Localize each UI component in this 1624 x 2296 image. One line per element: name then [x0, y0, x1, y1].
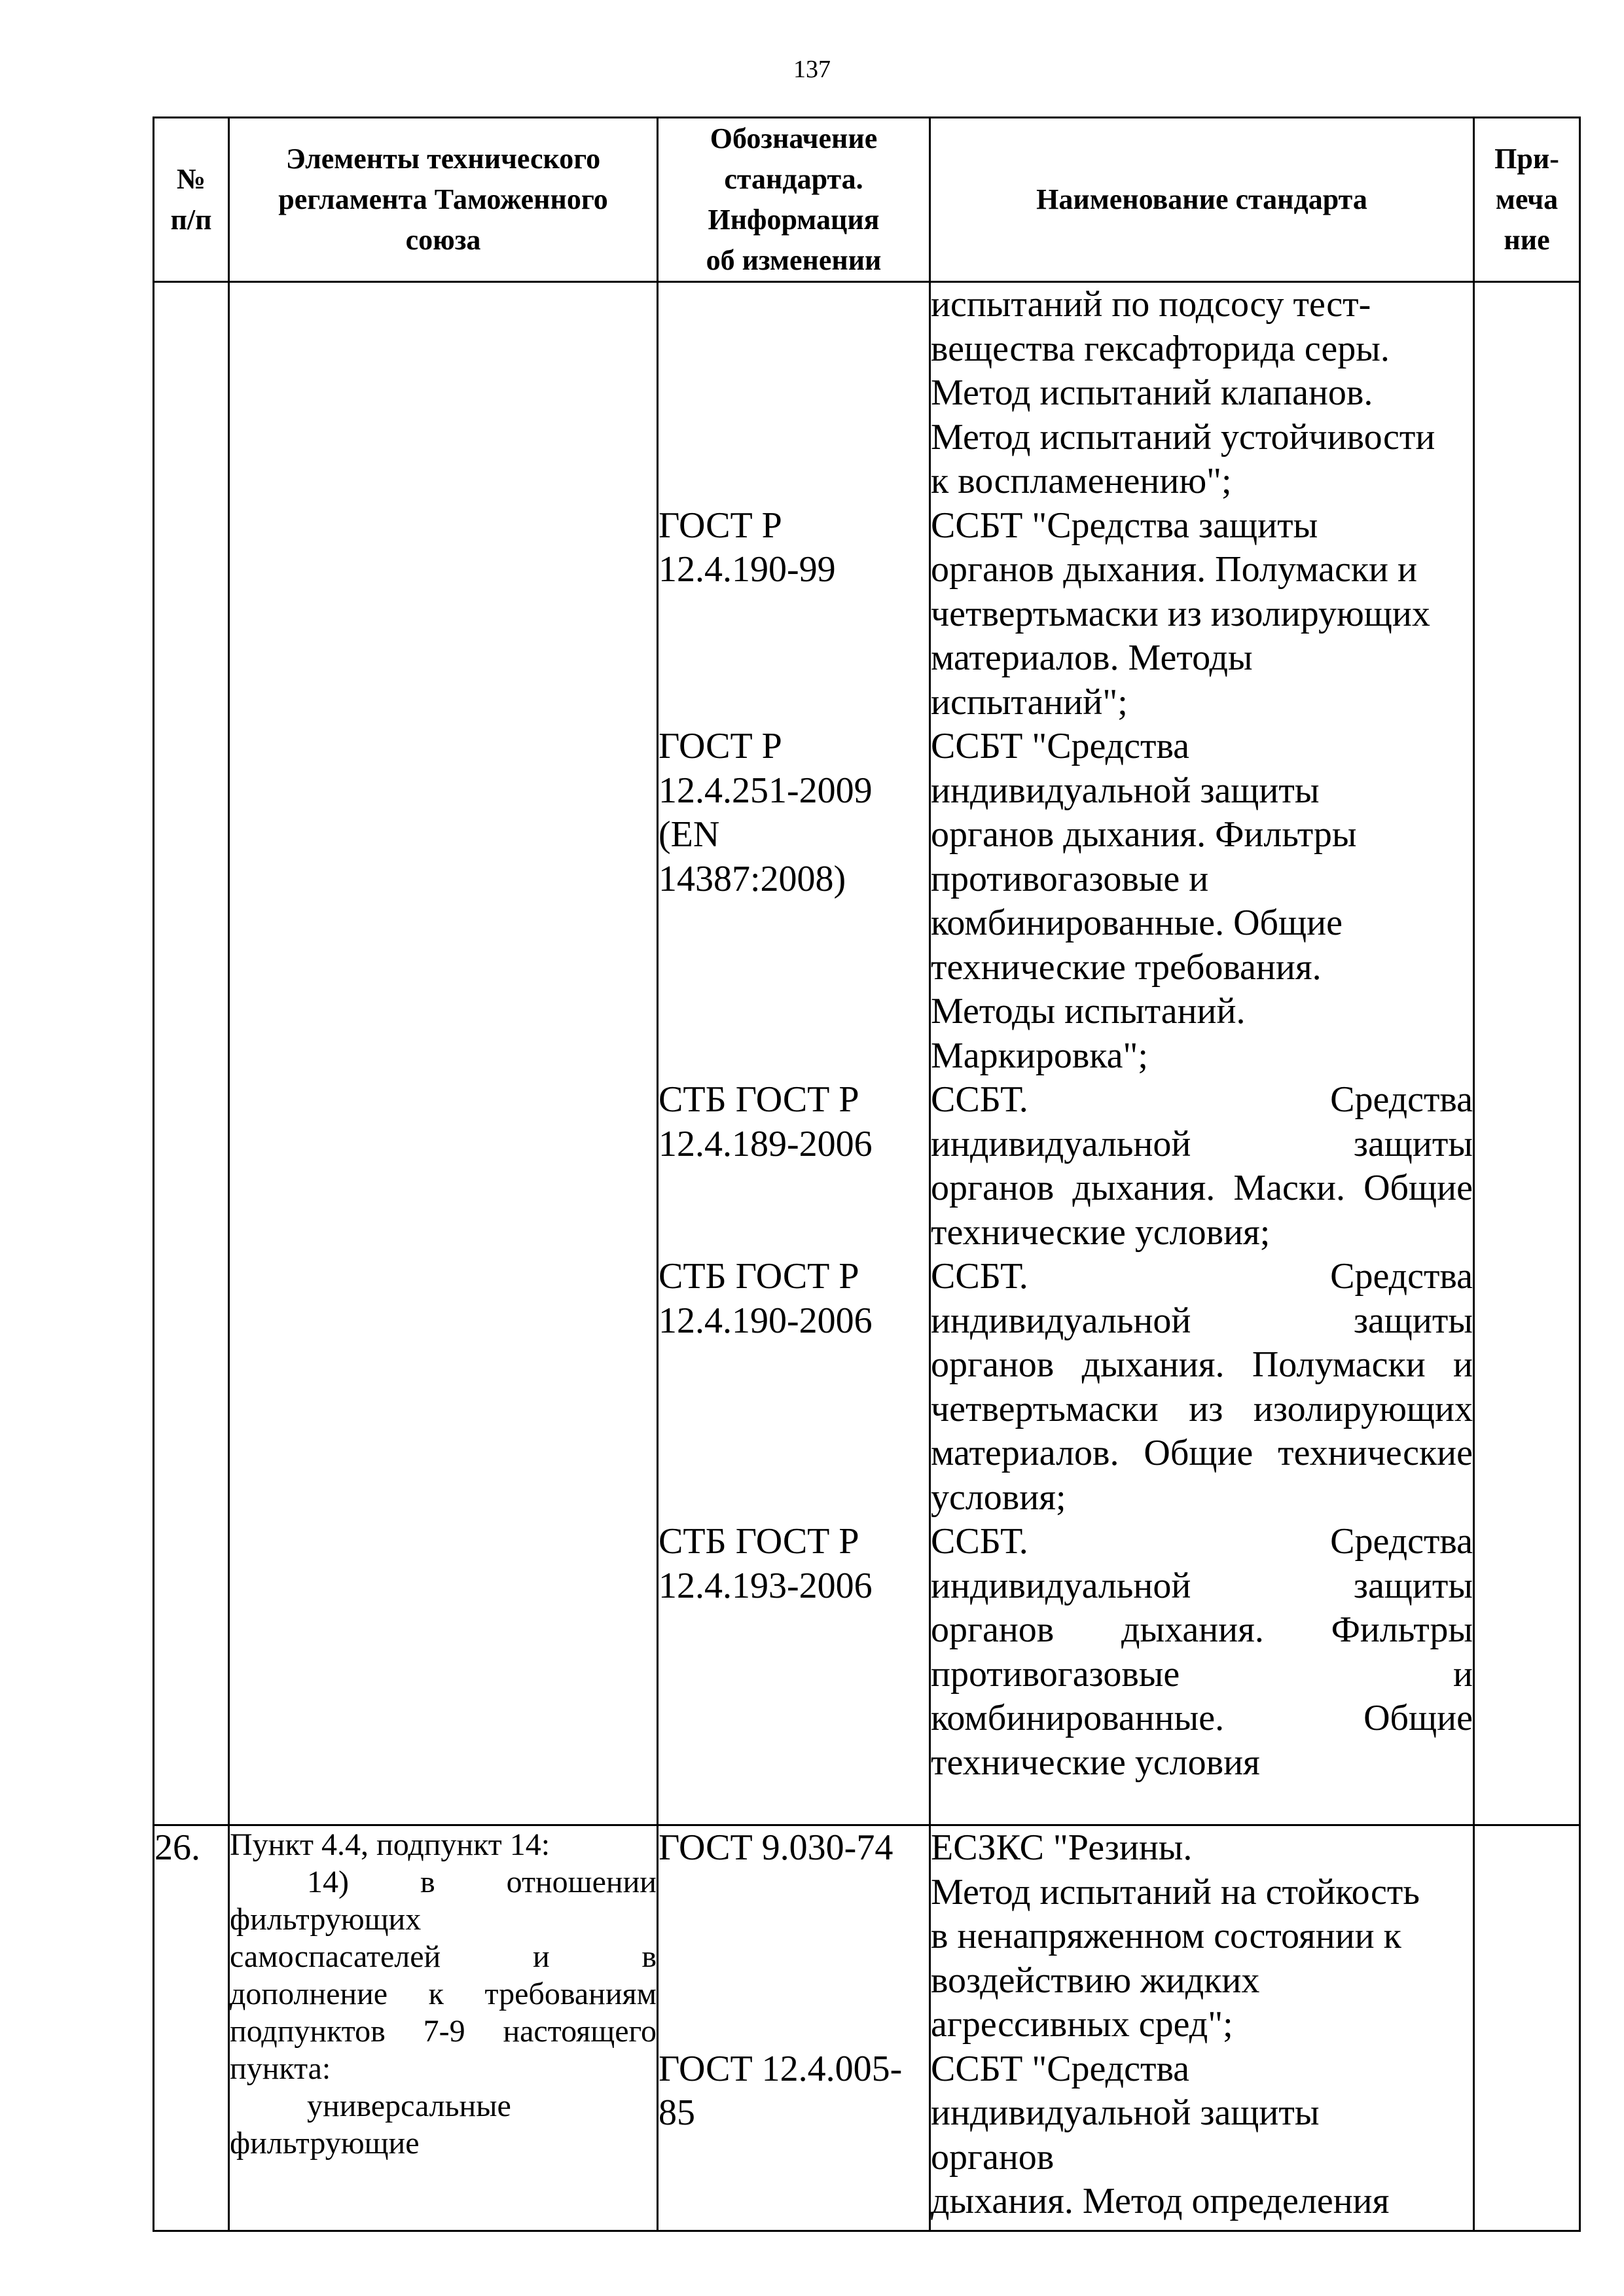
standards-table — [153, 117, 1581, 2232]
table-header-row — [154, 118, 1580, 282]
name-line: агрессивных сред"; — [931, 2004, 1233, 2045]
name-line: испытаний по подсосу тест- — [931, 284, 1371, 325]
name-line: к воспламенению"; — [931, 461, 1232, 501]
name-line: Маркировка"; — [931, 1035, 1148, 1076]
name-line: испытаний"; — [931, 681, 1128, 723]
name-line: комбинированные. Общие — [931, 903, 1343, 943]
name-line: органов дыхания. Фильтры — [931, 814, 1357, 855]
name-line: органов — [931, 2136, 1055, 2178]
cell-number: 26. — [154, 1825, 229, 2231]
header-note-line: При- — [1494, 143, 1559, 175]
header-designation-line: Информация — [708, 204, 880, 236]
name-line: противогазовые и — [931, 858, 1209, 899]
header-elements-line: Элементы технического — [285, 143, 601, 175]
header-number — [154, 118, 229, 282]
name-line: материалов. Общие технические — [931, 1433, 1473, 1473]
name-line: четвертьмаски из изолирующих — [931, 1388, 1473, 1429]
elements-line: Пункт 4.4, подпункт 14: — [230, 1827, 550, 1862]
name-line: вещества гексафторида серы. — [931, 328, 1390, 369]
header-elements-line: союза — [405, 224, 481, 256]
cell-standard-name — [930, 1825, 1474, 2231]
name-line: технические условия; — [931, 1211, 1271, 1253]
name-line: органов дыхания. Полумаски и — [931, 549, 1417, 590]
name-line: в ненапряженном состоянии к — [931, 1916, 1401, 1956]
name-line: органов дыхания. Полумаски и — [931, 1344, 1473, 1385]
name-line: Методы испытаний. — [931, 991, 1246, 1031]
name-line: ССБТ. Средства — [931, 1079, 1473, 1120]
cell-standard-name — [930, 282, 1474, 1825]
name-line: воздействию жидких — [931, 1960, 1260, 2001]
header-designation-line: об изменении — [706, 244, 882, 276]
header-elements — [229, 118, 658, 282]
table-row-continuation — [154, 282, 1580, 1825]
name-line: индивидуальной защиты — [931, 2092, 1320, 2133]
name-line: Метод испытаний клапанов. — [931, 372, 1373, 413]
name-line: четвертьмаски из изолирующих — [931, 593, 1430, 634]
header-name: Наименование стандарта — [930, 118, 1474, 282]
name-line: Метод испытаний устойчивости — [931, 416, 1435, 457]
designation-line: 12.4.193-2006 — [659, 1565, 873, 1606]
name-line: условия; — [931, 1477, 1066, 1518]
name-line: материалов. Методы — [931, 637, 1253, 678]
name-line: органов дыхания. Фильтры — [931, 1609, 1473, 1650]
designation-line: 85 — [659, 2092, 695, 2133]
name-line: индивидуальной защиты — [931, 1300, 1473, 1341]
elements-line: пункта: — [230, 2051, 331, 2086]
elements-line: дополнение к требованиям — [230, 1977, 657, 2011]
designation-line: ГОСТ 12.4.005- — [659, 2048, 903, 2089]
name-line: ССБТ. Средства — [931, 1521, 1473, 1562]
name-line: дыхания. Метод определения — [931, 2181, 1390, 2221]
page-number: 137 — [793, 56, 831, 83]
designation-line: 12.4.189-2006 — [659, 1123, 873, 1164]
header-designation — [658, 118, 930, 282]
cell-note — [1474, 1825, 1580, 2231]
name-line: органов дыхания. Маски. Общие — [931, 1168, 1473, 1208]
name-line: Метод испытаний на стойкость — [931, 1871, 1420, 1912]
designation-line: СТБ ГОСТ Р — [659, 1521, 859, 1562]
cell-designation — [658, 282, 930, 1825]
table-row-26 — [154, 1825, 1580, 2231]
designation-line: (EN — [659, 814, 720, 855]
designation-line: ГОСТ Р — [659, 726, 782, 766]
designation-line: 12.4.190-99 — [659, 549, 836, 590]
header-designation-line: Обозначение — [710, 122, 878, 154]
designation-line: 14387:2008) — [659, 858, 846, 899]
cell-note — [1474, 282, 1580, 1825]
elements-line: фильтрующие — [230, 2126, 420, 2161]
header-elements-line: регламента Таможенного — [278, 183, 608, 215]
header-number-line: № — [176, 163, 206, 195]
header-number-line: п/п — [170, 204, 212, 236]
elements-line: универсальные — [307, 2089, 511, 2123]
cell-elements — [229, 282, 658, 1825]
designation-line: СТБ ГОСТ Р — [659, 1079, 859, 1120]
designation-line: 12.4.190-2006 — [659, 1300, 873, 1341]
name-line: индивидуальной защиты — [931, 1123, 1473, 1164]
name-line: ССБТ "Средства защиты — [931, 505, 1318, 546]
header-note — [1474, 118, 1580, 282]
elements-line: фильтрующих — [230, 1902, 422, 1937]
name-line: технические требования. — [931, 946, 1322, 988]
designation-line: СТБ ГОСТ Р — [659, 1256, 859, 1297]
name-line: индивидуальной защиты — [931, 770, 1320, 811]
cell-designation — [658, 1825, 930, 2231]
cell-elements — [229, 1825, 658, 2231]
elements-line: подпунктов 7-9 настоящего — [230, 2014, 657, 2049]
name-line: ССБТ "Средства — [931, 726, 1190, 766]
elements-line: самоспасателей и в — [230, 1939, 657, 1974]
name-line: ЕСЗКС "Резины. — [931, 1827, 1193, 1868]
cell-number — [154, 282, 229, 1825]
designation-line: ГОСТ 9.030-74 — [659, 1827, 893, 1868]
designation-line: ГОСТ Р — [659, 505, 782, 546]
header-note-line: ние — [1504, 224, 1550, 256]
header-note-line: меча — [1495, 183, 1559, 215]
name-line: комбинированные. Общие — [931, 1698, 1473, 1738]
name-line: ССБТ. Средства — [931, 1256, 1473, 1297]
name-line: технические условия — [931, 1742, 1260, 1783]
name-line: противогазовые и — [931, 1653, 1473, 1695]
elements-line: 14) в отношении — [307, 1865, 657, 1899]
name-line: индивидуальной защиты — [931, 1565, 1473, 1606]
header-designation-line: стандарта. — [724, 163, 863, 195]
designation-line: 12.4.251-2009 — [659, 770, 873, 811]
name-line: ССБТ "Средства — [931, 2048, 1190, 2089]
